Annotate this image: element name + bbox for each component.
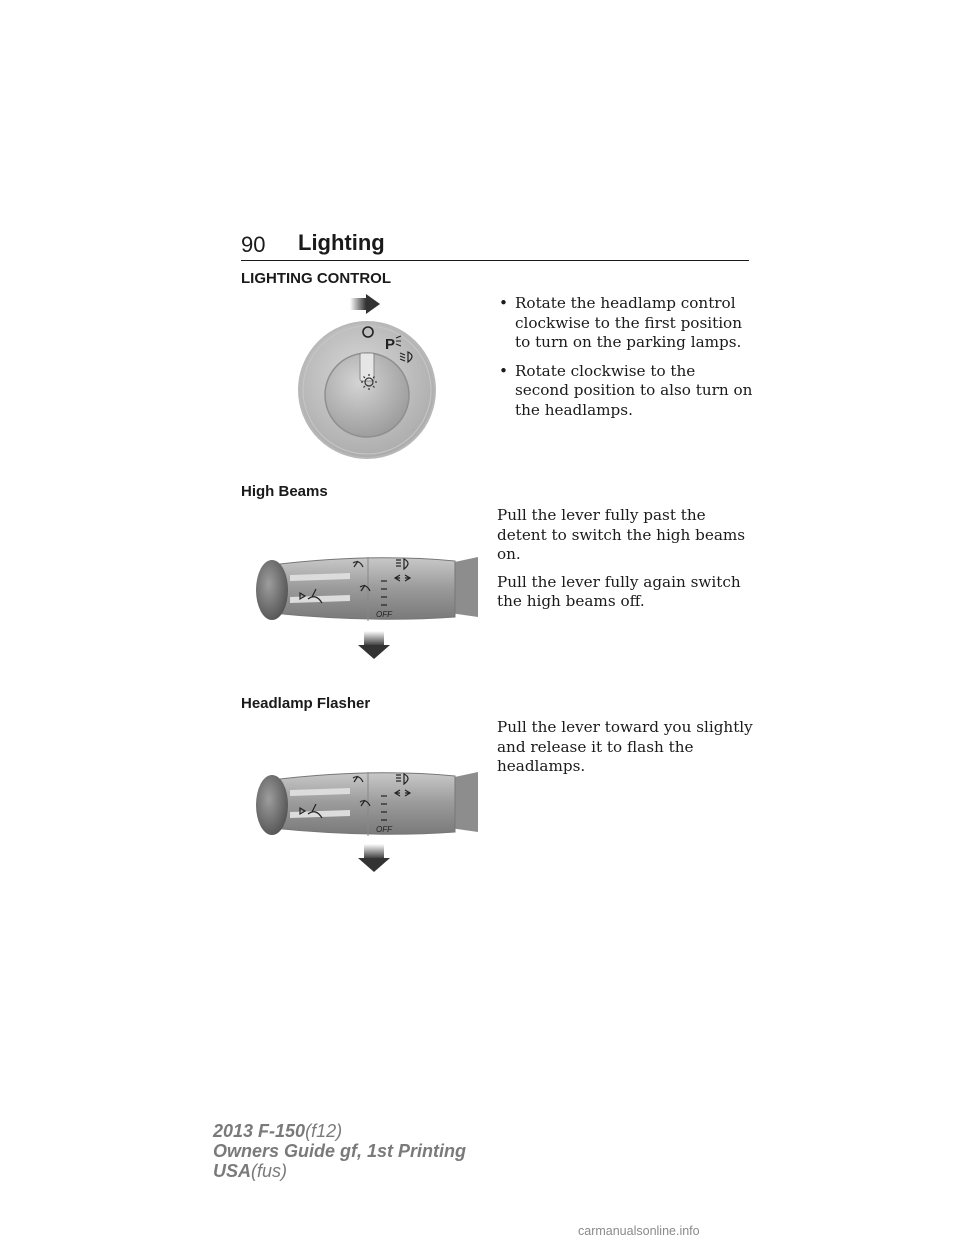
bullet-item: • Rotate the headlamp control clockwise to the first position to turn on the parking lamps. (499, 294, 742, 351)
page-number: 90 (241, 232, 266, 257)
off-label: OFF (376, 610, 392, 619)
body-paragraph: Pull the lever fully past the detent to switch the high beams on. (497, 506, 746, 563)
off-label: OFF (376, 825, 392, 834)
body-paragraph: Pull the lever fully again switch the high beams off. (497, 572, 741, 610)
body-paragraph: Pull the lever toward you slightly and release it to flash the headlamps. (497, 718, 753, 775)
headlamp-flasher-lever-figure (250, 760, 480, 878)
chapter-title: Lighting (298, 230, 385, 255)
header-rule (241, 260, 749, 261)
pull-arrow-icon (358, 631, 390, 659)
parking-lamp-icon: P (385, 336, 396, 353)
high-beam-lever-figure (250, 545, 480, 663)
pull-arrow-icon (358, 844, 390, 872)
section-heading-lighting-control: LIGHTING CONTROL (241, 270, 391, 287)
headlamp-control-dial-figure (290, 290, 440, 475)
footer-line-market: USA(fus) (213, 1161, 288, 1181)
footer-line-guide: Owners Guide gf, 1st Printing (213, 1141, 467, 1161)
watermark-text[interactable]: carmanualsonline.info (578, 1224, 700, 1238)
rotate-arrow-icon (350, 294, 380, 314)
section-heading-headlamp-flasher: Headlamp Flasher (241, 695, 371, 712)
section-heading-high-beams: High Beams (241, 483, 328, 500)
footer-line-model: 2013 F-150(f12) (213, 1121, 343, 1141)
bullet-item: • Rotate clockwise to the second position to also turn on the headlamps. (499, 361, 753, 419)
